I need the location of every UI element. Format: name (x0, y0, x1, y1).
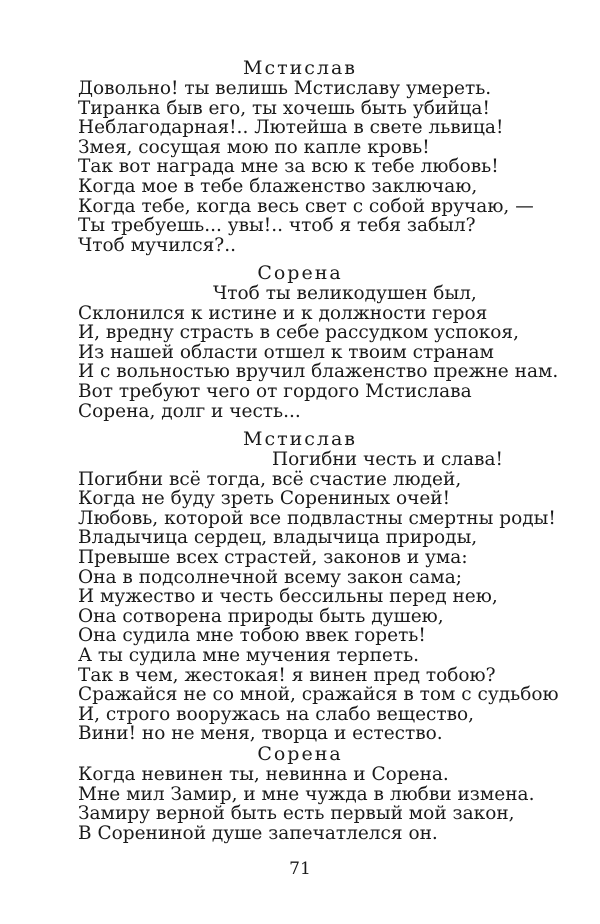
verse-line: Владычица сердец, владычица природы, (78, 527, 478, 549)
verse-line: Ты требуешь... увы!.. чтоб я тебя забыл? (78, 215, 476, 237)
verse-line: Сражайся не со мной, сражайся в том с судьбою (78, 684, 559, 706)
verse-line: А ты судила мне мучения терпеть. (78, 644, 420, 666)
verse-line: Она в подсолнечной всему закон сама; (78, 566, 462, 588)
speaker-name: Сорена (257, 262, 343, 284)
verse-line: Чтоб мучился?.. (78, 234, 236, 256)
verse-line: Так в чем, жестокая! я винен пред тобою? (78, 664, 496, 686)
verse-line: Вот требуют чего от гордого Мстислава (78, 380, 472, 402)
dialogue-block (0, 743, 600, 843)
speaker-name: Мстислав (242, 428, 357, 450)
speaker-name: Сорена (257, 743, 343, 765)
dialogue-block (0, 57, 600, 255)
verse-line: Когда не буду зреть Сорениных очей! (78, 488, 451, 510)
verse-line: Вини! но не меня, творца и естество. (78, 723, 443, 745)
speaker-name: Мстислав (242, 57, 357, 79)
verse-line: Змея, сосущая мою по капле кровь! (78, 136, 430, 158)
verse-line: Замиру верной быть есть первый мой закон, (78, 803, 515, 825)
verse-line: Превыше всех страстей, законов и ума: (78, 546, 468, 568)
page-number: 71 (289, 859, 311, 879)
verse-line: Любовь, которой все подвластны смертны роды! (78, 507, 556, 529)
verse-line: Когда невинен ты, невинна и Сорена. (78, 764, 449, 785)
verse-line: Тиранка быв его, ты хочешь быть убийца! (78, 97, 490, 119)
dialogue-block (0, 262, 600, 421)
verse-line: Сорена, долг и честь... (78, 400, 301, 422)
verse-line: Из нашей области отшел к твоим странам (78, 341, 494, 363)
verse-line: Чтоб ты великодушен был, (213, 283, 477, 304)
verse-line: Так вот награда мне за всю к тебе любовь! (78, 156, 499, 178)
verse-line: И мужество и честь бессильны перед нею, (78, 586, 498, 608)
verse-line: Она сотворена природы быть душею, (78, 605, 444, 627)
verse-line: Когда тебе, когда весь свет с собой вручаю, — (78, 195, 534, 217)
verse-line: И, вредну страсть в себе рассудком успокоя, (78, 322, 519, 344)
verse-line: И, строго вооружась на слабо вещество, (78, 703, 475, 725)
verse-line: Неблагодарная!.. Лютейша в свете львица! (78, 117, 504, 139)
verse-line: Погибни честь и слава! (272, 449, 503, 470)
verse-line: Когда мое в тебе блаженство заключаю, (78, 175, 478, 197)
verse-line: Погибни всё тогда, всё счастие людей, (78, 468, 462, 490)
verse-line: Она судила мне тобою ввек гореть! (78, 625, 426, 647)
verse-line: В Сорениной душе запечатлелся он. (78, 822, 438, 844)
verse-line: Мне мил Замир, и мне чужда в любви измена. (78, 783, 535, 805)
verse-line: Склонился к истине и к должности героя (78, 302, 488, 324)
dialogue-block (0, 428, 600, 744)
verse-line: Довольно! ты велишь Мстиславу умереть. (78, 78, 492, 99)
verse-line: И с вольностью вручил блаженство прежне нам. (78, 361, 559, 383)
